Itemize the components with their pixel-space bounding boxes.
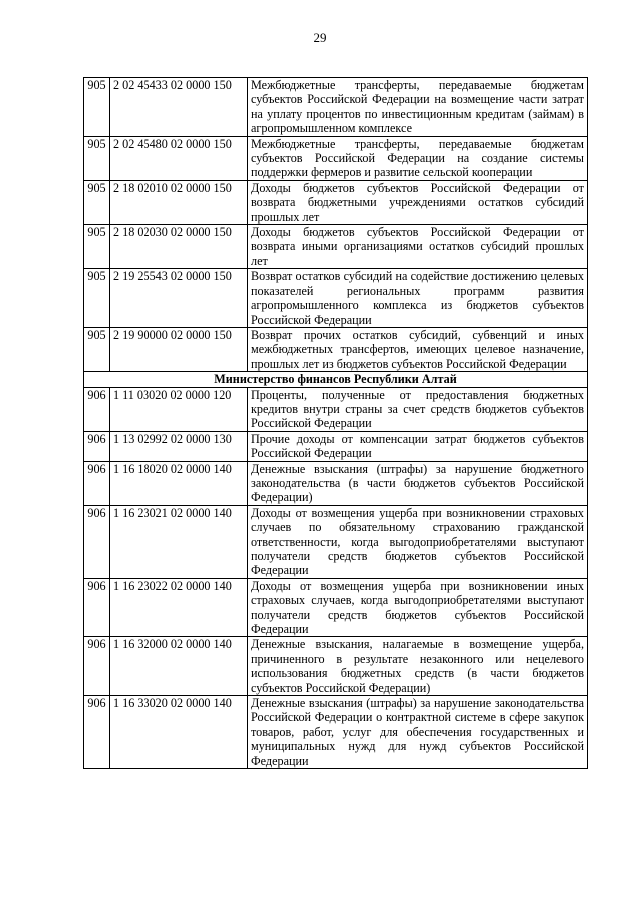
budget-code-cell: 2 02 45480 02 0000 150 bbox=[110, 136, 248, 180]
budget-code-cell: 1 11 03020 02 0000 120 bbox=[110, 387, 248, 431]
budget-code-cell: 1 16 23021 02 0000 140 bbox=[110, 505, 248, 578]
income-name-cell: Доходы от возмещения ущерба при возникновении иных страховых случаев, когда выгодоприобретателями выступают получатели средств бюджетов субъектов Российской Федерации bbox=[248, 578, 588, 637]
admin-code-cell: 905 bbox=[84, 327, 110, 371]
budget-code-cell: 1 16 23022 02 0000 140 bbox=[110, 578, 248, 637]
table-row bbox=[84, 269, 588, 328]
admin-code-cell: 905 bbox=[84, 136, 110, 180]
income-name-cell: Межбюджетные трансферты, передаваемые бюджетам субъектов Российской Федерации на создание системы поддержки фермеров и развитие сельской кооперации bbox=[248, 136, 588, 180]
section-title: Министерство финансов Республики Алтай bbox=[84, 372, 588, 387]
income-name-cell: Проценты, полученные от предоставления бюджетных кредитов внутри страны за счет средств бюджетов субъектов Российской Федерации bbox=[248, 387, 588, 431]
admin-code-cell: 905 bbox=[84, 78, 110, 137]
budget-code-cell: 1 16 33020 02 0000 140 bbox=[110, 696, 248, 769]
table-row bbox=[84, 578, 588, 637]
admin-code-cell: 906 bbox=[84, 578, 110, 637]
table-row bbox=[84, 431, 588, 461]
income-name-cell: Денежные взыскания (штрафы) за нарушение законодательства Российской Федерации о контрактной системе в сфере закупок товаров, работ, услуг для обеспечения государственных и муниципальных нужд для нужд субъектов Российской Федерации bbox=[248, 696, 588, 769]
budget-code-cell: 2 19 90000 02 0000 150 bbox=[110, 327, 248, 371]
table-row bbox=[84, 461, 588, 505]
budget-code-cell: 2 19 25543 02 0000 150 bbox=[110, 269, 248, 328]
admin-code-cell: 906 bbox=[84, 387, 110, 431]
income-name-cell: Доходы бюджетов субъектов Российской Федерации от возврата бюджетными учреждениями остатков субсидий прошлых лет bbox=[248, 180, 588, 224]
admin-code-cell: 906 bbox=[84, 461, 110, 505]
budget-code-cell: 1 16 18020 02 0000 140 bbox=[110, 461, 248, 505]
admin-code-cell: 906 bbox=[84, 431, 110, 461]
admin-code-cell: 905 bbox=[84, 269, 110, 328]
table-row bbox=[84, 327, 588, 371]
table-row bbox=[84, 136, 588, 180]
income-name-cell: Прочие доходы от компенсации затрат бюджетов субъектов Российской Федерации bbox=[248, 431, 588, 461]
section-header-row bbox=[84, 372, 588, 387]
admin-code-cell: 905 bbox=[84, 225, 110, 269]
page-number: 29 bbox=[313, 30, 327, 45]
table-row bbox=[84, 225, 588, 269]
budget-code-cell: 2 18 02030 02 0000 150 bbox=[110, 225, 248, 269]
income-name-cell: Доходы от возмещения ущерба при возникновении страховых случаев по обязательному страхованию гражданской ответственности, когда выгодоприобретателями выступают получатели средств бюджетов субъектов Российской Федерации bbox=[248, 505, 588, 578]
admin-code-cell: 906 bbox=[84, 505, 110, 578]
income-name-cell: Возврат остатков субсидий на содействие достижению целевых показателей региональных программ развития агропромышленного комплекса из бюджетов субъектов Российской Федерации bbox=[248, 269, 588, 328]
income-name-cell: Денежные взыскания (штрафы) за нарушение бюджетного законодательства (в части бюджетов субъектов Российской Федерации) bbox=[248, 461, 588, 505]
table-row bbox=[84, 387, 588, 431]
income-name-cell: Доходы бюджетов субъектов Российской Федерации от возврата иными организациями остатков субсидий прошлых лет bbox=[248, 225, 588, 269]
table-row bbox=[84, 696, 588, 769]
budget-code-cell: 1 16 32000 02 0000 140 bbox=[110, 637, 248, 696]
income-name-cell: Денежные взыскания, налагаемые в возмещение ущерба, причиненного в результате незаконного или нецелевого использования бюджетных средств (в части бюджетов субъектов Российской Федерации) bbox=[248, 637, 588, 696]
budget-code-cell: 2 18 02010 02 0000 150 bbox=[110, 180, 248, 224]
income-name-cell: Межбюджетные трансферты, передаваемые бюджетам субъектов Российской Федерации на возмещение части затрат на уплату процентов по инвестиционным кредитам (займам) в агропромышленном комплексе bbox=[248, 78, 588, 137]
table-row bbox=[84, 78, 588, 137]
admin-code-cell: 905 bbox=[84, 180, 110, 224]
budget-code-cell: 2 02 45433 02 0000 150 bbox=[110, 78, 248, 137]
budget-code-cell: 1 13 02992 02 0000 130 bbox=[110, 431, 248, 461]
admin-code-cell: 906 bbox=[84, 637, 110, 696]
income-name-cell: Возврат прочих остатков субсидий, субвенций и иных межбюджетных трансфертов, имеющих целевое назначение, прошлых лет из бюджетов субъектов Российской Федерации bbox=[248, 327, 588, 371]
table-row bbox=[84, 505, 588, 578]
table-row bbox=[84, 180, 588, 224]
income-codes-table bbox=[83, 77, 588, 769]
admin-code-cell: 906 bbox=[84, 696, 110, 769]
table-row bbox=[84, 637, 588, 696]
